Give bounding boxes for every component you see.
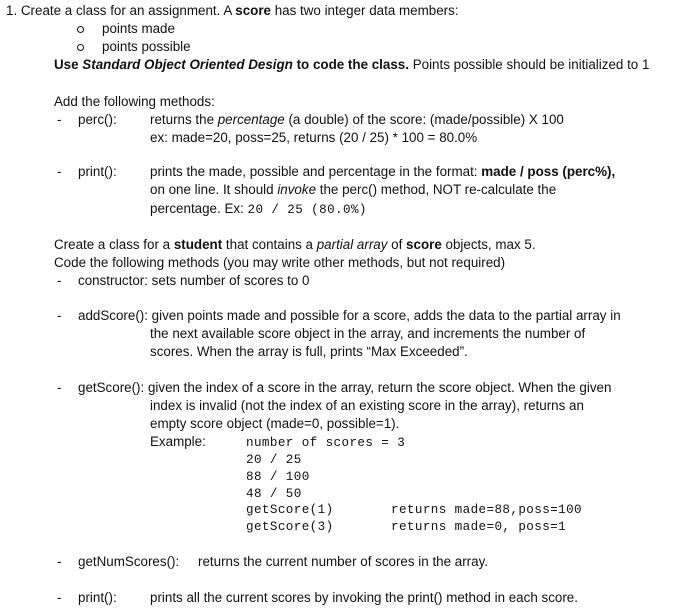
code-score-line: 48 / 50 [246, 487, 302, 501]
member-points-made: points made [102, 21, 175, 36]
code-getscore-1: getScore(1) [246, 503, 334, 517]
student-intro [54, 236, 536, 254]
print-line2-pre: on one line. It should [150, 182, 278, 197]
getnumscores-desc: returns the current number of scores in the array. [198, 554, 489, 569]
partial-array-term: partial array [316, 237, 388, 252]
getscore-line3: empty score object (made=0, possible=1). [150, 416, 400, 431]
getnumscores-name: getNumScores(): [78, 554, 180, 569]
code-getscore-3: getScore(3) [246, 520, 334, 534]
print-line1-pre: prints the made, possible and percentage in the format: [150, 164, 482, 179]
ood-instruction [54, 56, 649, 74]
student-mid1: that contains a [222, 237, 317, 252]
example-label: Example: [150, 434, 206, 449]
print-line2-post: the perc() method, NOT re-calculate the [316, 182, 557, 197]
member-points-possible: points possible [102, 39, 191, 54]
code-returns-1: returns made=88,poss=100 [391, 503, 582, 517]
intro-text-end: has two integer data members: [270, 3, 459, 18]
method-print-line1 [150, 163, 615, 181]
circle-bullet-icon [77, 44, 84, 51]
dash-bullet: - [57, 554, 62, 569]
print-example-code: 20 / 25 (80.0%) [247, 203, 367, 217]
dash-bullet: - [57, 308, 62, 323]
circle-bullet-icon [77, 26, 84, 33]
dash-bullet: - [57, 590, 62, 605]
student-pre: Create a class for a [54, 237, 174, 252]
addscore-line2: the next available score object in the array, and increments the number of [150, 326, 586, 341]
ood-code-class: to code the class. [292, 57, 409, 72]
dash-bullet: - [57, 164, 62, 179]
perc-desc-pre: returns the [150, 112, 218, 127]
print-line3-pre: percentage. Ex: [150, 201, 248, 216]
addscore-line3: scores. When the array is full, prints “Max Exceeded”. [150, 344, 468, 359]
dash-bullet: - [57, 273, 62, 288]
intro-text: 1. Create a class for an assignment. A [6, 3, 236, 18]
member-item [77, 20, 175, 38]
intro-score-keyword: score [235, 3, 271, 18]
perc-desc-italic: percentage [217, 112, 285, 127]
student-methods-note: Code the following methods (you may write other methods, but not required) [54, 255, 506, 270]
method-print-line2 [150, 181, 556, 199]
ood-use: Use [54, 57, 83, 72]
student-print-desc: prints all the current scores by invoking the print() method in each score. [150, 590, 578, 605]
ood-standard: Standard Object Oriented Design [82, 57, 293, 72]
ood-points-possible: Points possible should be initialized to 1 [408, 57, 650, 72]
getscore-line2: index is invalid (not the index of an existing score in the array), returns an [150, 398, 584, 413]
method-perc-name: perc(): [78, 112, 117, 127]
method-print-name: print(): [78, 164, 117, 179]
student-mid2: of [387, 237, 407, 252]
student-print-name: print(): [78, 590, 117, 605]
methods-heading: Add the following methods: [54, 94, 215, 109]
perc-desc-post: (a double) of the score: (made/possible) X 100 [284, 112, 564, 127]
code-score-line: 20 / 25 [246, 453, 302, 467]
student-keyword: student [173, 237, 223, 252]
question-intro [6, 2, 459, 20]
code-returns-3: returns made=0, poss=1 [391, 520, 567, 534]
method-perc-desc [150, 111, 564, 129]
getscore-line1: getScore(): given the index of a score in the array, return the score object. When the given [78, 380, 612, 395]
method-print-line3 [150, 200, 367, 219]
constructor-desc: constructor: sets number of scores to 0 [78, 273, 310, 288]
student-post: objects, max 5. [441, 237, 536, 252]
dash-bullet: - [57, 112, 62, 127]
method-perc-example: ex: made=20, poss=25, returns (20 / 25) * 100 = 80.0% [150, 130, 478, 145]
code-score-line: 88 / 100 [246, 470, 310, 484]
dash-bullet: - [57, 380, 62, 395]
addscore-line1: addScore(): given points made and possible for a score, adds the data to the partial array in [78, 308, 621, 323]
print-format: made / poss (perc%), [481, 164, 616, 179]
score-keyword: score [406, 237, 442, 252]
code-num-scores: number of scores = 3 [246, 436, 406, 450]
member-item [77, 38, 191, 56]
print-invoke: invoke [277, 182, 317, 197]
